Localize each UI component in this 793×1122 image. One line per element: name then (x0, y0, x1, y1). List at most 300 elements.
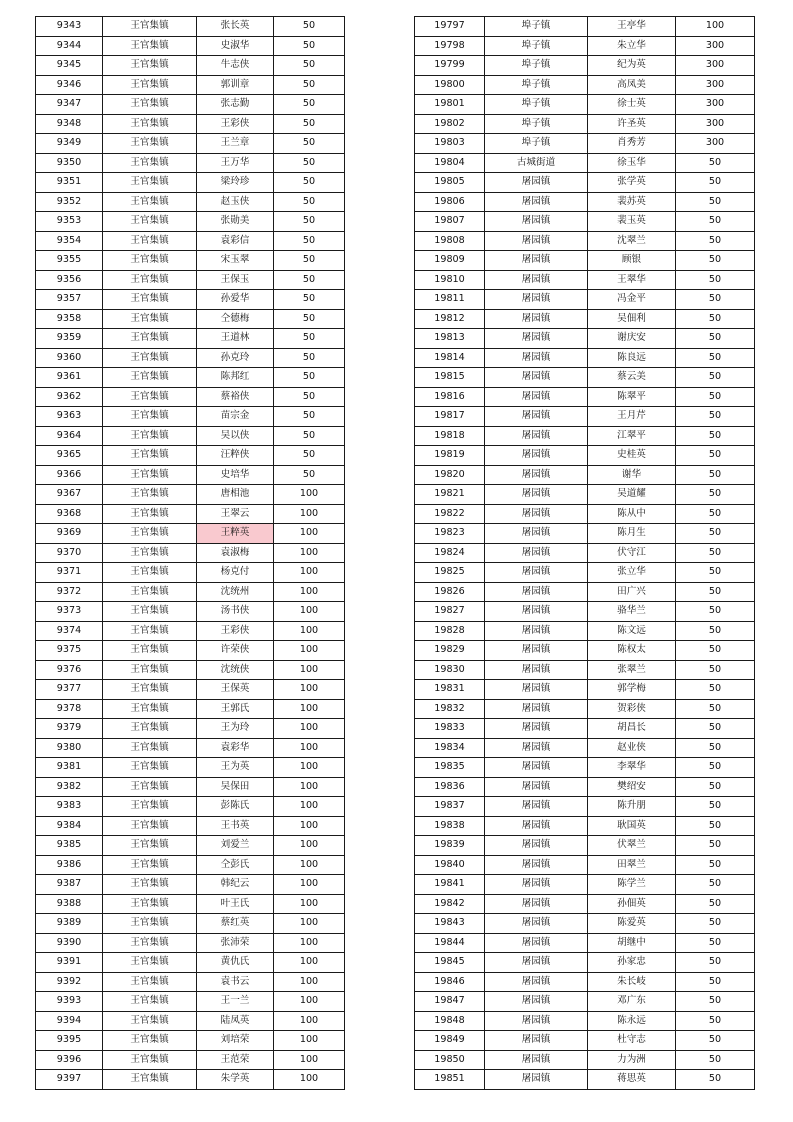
township-cell: 王官集镇 (103, 699, 197, 719)
serial-number-cell: 19835 (415, 758, 485, 778)
name-cell: 徐士英 (588, 95, 676, 115)
name-cell: 吴佃利 (588, 309, 676, 329)
table-row (415, 309, 755, 329)
table-row (36, 953, 345, 973)
township-cell: 王官集镇 (103, 875, 197, 895)
serial-number-cell: 19844 (415, 933, 485, 953)
serial-number-cell: 19830 (415, 660, 485, 680)
serial-number-cell: 19800 (415, 75, 485, 95)
township-cell: 屠园镇 (485, 992, 588, 1012)
township-cell: 王官集镇 (103, 855, 197, 875)
serial-number-cell: 9357 (36, 290, 103, 310)
name-cell: 伏守江 (588, 543, 676, 563)
amount-cell: 50 (676, 602, 755, 622)
amount-cell: 100 (274, 836, 345, 856)
amount-cell: 100 (274, 953, 345, 973)
serial-number-cell: 19836 (415, 777, 485, 797)
serial-number-cell: 9396 (36, 1050, 103, 1070)
table-row (36, 621, 345, 641)
serial-number-cell: 9365 (36, 446, 103, 466)
serial-number-cell: 9362 (36, 387, 103, 407)
name-cell: 吴以侠 (197, 426, 274, 446)
township-cell: 屠园镇 (485, 407, 588, 427)
amount-cell: 300 (676, 36, 755, 56)
table-row (36, 504, 345, 524)
township-cell: 王官集镇 (103, 134, 197, 154)
amount-cell: 50 (676, 875, 755, 895)
name-cell: 陈升朋 (588, 797, 676, 817)
name-cell: 顾银 (588, 251, 676, 271)
amount-cell: 50 (274, 153, 345, 173)
township-cell: 王官集镇 (103, 758, 197, 778)
name-cell: 江翠平 (588, 426, 676, 446)
serial-number-cell: 19807 (415, 212, 485, 232)
name-cell: 孙克玲 (197, 348, 274, 368)
name-cell: 陆凤英 (197, 1011, 274, 1031)
serial-number-cell: 9372 (36, 582, 103, 602)
name-cell: 仝彭氏 (197, 855, 274, 875)
name-cell: 仝德梅 (197, 309, 274, 329)
amount-cell: 50 (274, 465, 345, 485)
serial-number-cell: 19832 (415, 699, 485, 719)
township-cell: 王官集镇 (103, 797, 197, 817)
serial-number-cell: 9353 (36, 212, 103, 232)
table-row (36, 1031, 345, 1051)
township-cell: 王官集镇 (103, 368, 197, 388)
township-cell: 屠园镇 (485, 192, 588, 212)
township-cell: 屠园镇 (485, 933, 588, 953)
table-row (36, 95, 345, 115)
table-row (36, 251, 345, 271)
amount-cell: 50 (676, 699, 755, 719)
serial-number-cell: 9354 (36, 231, 103, 251)
amount-cell: 50 (274, 95, 345, 115)
name-cell: 王亭华 (588, 17, 676, 37)
township-cell: 屠园镇 (485, 290, 588, 310)
table-row (415, 894, 755, 914)
serial-number-cell: 9397 (36, 1070, 103, 1090)
table-row (36, 1011, 345, 1031)
table-row (36, 972, 345, 992)
amount-cell: 50 (676, 1031, 755, 1051)
amount-cell: 100 (274, 894, 345, 914)
township-cell: 王官集镇 (103, 309, 197, 329)
name-cell: 吴道耀 (588, 485, 676, 505)
table-left-body (36, 17, 345, 1090)
serial-number-cell: 9384 (36, 816, 103, 836)
name-cell: 王为玲 (197, 719, 274, 739)
amount-cell: 50 (274, 114, 345, 134)
township-cell: 屠园镇 (485, 173, 588, 193)
amount-cell: 50 (676, 348, 755, 368)
amount-cell: 50 (676, 407, 755, 427)
name-cell: 陈邦红 (197, 368, 274, 388)
amount-cell: 50 (676, 212, 755, 232)
township-cell: 王官集镇 (103, 17, 197, 37)
serial-number-cell: 19838 (415, 816, 485, 836)
serial-number-cell: 9347 (36, 95, 103, 115)
serial-number-cell: 9373 (36, 602, 103, 622)
township-cell: 屠园镇 (485, 251, 588, 271)
table-row (36, 524, 345, 544)
name-cell: 王一兰 (197, 992, 274, 1012)
serial-number-cell: 9379 (36, 719, 103, 739)
table-row (36, 1050, 345, 1070)
table-row (415, 777, 755, 797)
township-cell: 王官集镇 (103, 329, 197, 349)
amount-cell: 50 (274, 231, 345, 251)
amount-cell: 50 (676, 446, 755, 466)
serial-number-cell: 9385 (36, 836, 103, 856)
amount-cell: 50 (274, 426, 345, 446)
serial-number-cell: 9358 (36, 309, 103, 329)
amount-cell: 50 (676, 738, 755, 758)
serial-number-cell: 19831 (415, 680, 485, 700)
amount-cell: 300 (676, 56, 755, 76)
amount-cell: 50 (676, 1070, 755, 1090)
serial-number-cell: 9390 (36, 933, 103, 953)
amount-cell: 50 (274, 17, 345, 37)
name-cell: 王道林 (197, 329, 274, 349)
name-cell: 王为英 (197, 758, 274, 778)
amount-cell: 50 (676, 680, 755, 700)
table-row (415, 114, 755, 134)
township-cell: 王官集镇 (103, 114, 197, 134)
amount-cell: 50 (676, 972, 755, 992)
serial-number-cell: 9351 (36, 173, 103, 193)
serial-number-cell: 9364 (36, 426, 103, 446)
amount-cell: 50 (676, 426, 755, 446)
amount-cell: 50 (676, 192, 755, 212)
name-cell: 袁书云 (197, 972, 274, 992)
township-cell: 屠园镇 (485, 602, 588, 622)
name-cell: 赵玉侠 (197, 192, 274, 212)
name-cell: 蔡裕侠 (197, 387, 274, 407)
township-cell: 王官集镇 (103, 426, 197, 446)
township-cell: 屠园镇 (485, 680, 588, 700)
township-cell: 埠子镇 (485, 75, 588, 95)
township-cell: 埠子镇 (485, 114, 588, 134)
serial-number-cell: 9356 (36, 270, 103, 290)
name-cell: 肖秀芳 (588, 134, 676, 154)
table-row (36, 992, 345, 1012)
table-row (415, 95, 755, 115)
serial-number-cell: 19839 (415, 836, 485, 856)
table-row (415, 1031, 755, 1051)
name-cell: 王彩侠 (197, 114, 274, 134)
township-cell: 屠园镇 (485, 797, 588, 817)
name-cell: 耿国英 (588, 816, 676, 836)
table-row (36, 777, 345, 797)
table-row (36, 582, 345, 602)
amount-cell: 50 (676, 641, 755, 661)
name-cell: 唐相池 (197, 485, 274, 505)
name-cell: 邓广东 (588, 992, 676, 1012)
serial-number-cell: 9360 (36, 348, 103, 368)
township-cell: 屠园镇 (485, 426, 588, 446)
amount-cell: 50 (676, 504, 755, 524)
township-cell: 王官集镇 (103, 446, 197, 466)
name-cell: 袁淑梅 (197, 543, 274, 563)
name-cell: 彭陈氏 (197, 797, 274, 817)
amount-cell: 300 (676, 134, 755, 154)
table-row (415, 290, 755, 310)
serial-number-cell: 19837 (415, 797, 485, 817)
table-row (415, 56, 755, 76)
name-cell: 梁玲珍 (197, 173, 274, 193)
serial-number-cell: 19815 (415, 368, 485, 388)
serial-number-cell: 9368 (36, 504, 103, 524)
table-row (36, 446, 345, 466)
amount-cell: 100 (274, 582, 345, 602)
township-cell: 屠园镇 (485, 1031, 588, 1051)
township-cell: 王官集镇 (103, 173, 197, 193)
amount-cell: 100 (274, 992, 345, 1012)
table-row (36, 75, 345, 95)
table-row (36, 602, 345, 622)
name-cell: 刘爱兰 (197, 836, 274, 856)
township-cell: 屠园镇 (485, 738, 588, 758)
table-row (415, 914, 755, 934)
name-cell: 史桂英 (588, 446, 676, 466)
amount-cell: 100 (274, 758, 345, 778)
name-cell: 陈翠平 (588, 387, 676, 407)
township-cell: 王官集镇 (103, 953, 197, 973)
table-row (36, 797, 345, 817)
serial-number-cell: 9391 (36, 953, 103, 973)
name-cell: 纪为英 (588, 56, 676, 76)
name-cell: 叶王氏 (197, 894, 274, 914)
table-row (36, 270, 345, 290)
township-cell: 王官集镇 (103, 621, 197, 641)
table-row (415, 387, 755, 407)
township-cell: 王官集镇 (103, 348, 197, 368)
table-row (36, 387, 345, 407)
name-cell: 樊绍安 (588, 777, 676, 797)
township-cell: 王官集镇 (103, 270, 197, 290)
name-cell: 冯金平 (588, 290, 676, 310)
township-cell: 王官集镇 (103, 992, 197, 1012)
township-cell: 王官集镇 (103, 816, 197, 836)
table-row (415, 251, 755, 271)
table-row (415, 329, 755, 349)
name-cell: 孙佃英 (588, 894, 676, 914)
table-row (36, 309, 345, 329)
name-cell: 胡继中 (588, 933, 676, 953)
amount-cell: 100 (274, 621, 345, 641)
amount-cell: 100 (274, 641, 345, 661)
amount-cell: 50 (676, 621, 755, 641)
township-cell: 屠园镇 (485, 231, 588, 251)
table-row (36, 114, 345, 134)
serial-number-cell: 19801 (415, 95, 485, 115)
serial-number-cell: 19808 (415, 231, 485, 251)
amount-cell: 100 (274, 1070, 345, 1090)
table-row (36, 56, 345, 76)
name-cell: 张沛荣 (197, 933, 274, 953)
township-cell: 王官集镇 (103, 387, 197, 407)
amount-cell: 50 (274, 407, 345, 427)
table-row (36, 36, 345, 56)
township-cell: 屠园镇 (485, 1011, 588, 1031)
serial-number-cell: 19841 (415, 875, 485, 895)
serial-number-cell: 19805 (415, 173, 485, 193)
amount-cell: 50 (676, 173, 755, 193)
amount-cell: 100 (274, 797, 345, 817)
township-cell: 屠园镇 (485, 699, 588, 719)
amount-cell: 50 (676, 465, 755, 485)
amount-cell: 100 (274, 738, 345, 758)
amount-cell: 300 (676, 95, 755, 115)
amount-cell: 100 (274, 855, 345, 875)
table-row (36, 1070, 345, 1090)
township-cell: 王官集镇 (103, 719, 197, 739)
table-row (415, 504, 755, 524)
table-row (415, 563, 755, 583)
table-row (36, 641, 345, 661)
name-cell: 陈月生 (588, 524, 676, 544)
township-cell: 王官集镇 (103, 972, 197, 992)
amount-cell: 50 (274, 75, 345, 95)
amount-cell: 50 (676, 543, 755, 563)
serial-number-cell: 9367 (36, 485, 103, 505)
table-row (415, 446, 755, 466)
table-row (36, 563, 345, 583)
table-row (415, 680, 755, 700)
amount-cell: 50 (274, 56, 345, 76)
name-cell: 王书英 (197, 816, 274, 836)
township-cell: 王官集镇 (103, 36, 197, 56)
table-row (415, 641, 755, 661)
name-cell: 黄仇氏 (197, 953, 274, 973)
name-cell: 徐玉华 (588, 153, 676, 173)
serial-number-cell: 19814 (415, 348, 485, 368)
amount-cell: 100 (676, 17, 755, 37)
amount-cell: 50 (274, 270, 345, 290)
township-cell: 屠园镇 (485, 875, 588, 895)
name-cell: 袁彩华 (197, 738, 274, 758)
name-cell: 蒋思英 (588, 1070, 676, 1090)
table-row (36, 153, 345, 173)
table-row (415, 368, 755, 388)
serial-number-cell: 9369 (36, 524, 103, 544)
amount-cell: 50 (676, 992, 755, 1012)
township-cell: 屠园镇 (485, 777, 588, 797)
name-cell: 沈统州 (197, 582, 274, 602)
table-row (36, 212, 345, 232)
table-row (36, 134, 345, 154)
name-cell: 赵业侠 (588, 738, 676, 758)
amount-cell: 50 (676, 329, 755, 349)
amount-cell: 100 (274, 972, 345, 992)
table-row (415, 1050, 755, 1070)
serial-number-cell: 19821 (415, 485, 485, 505)
serial-number-cell: 19829 (415, 641, 485, 661)
table-row (36, 192, 345, 212)
serial-number-cell: 19818 (415, 426, 485, 446)
serial-number-cell: 9381 (36, 758, 103, 778)
name-cell: 孙爱华 (197, 290, 274, 310)
serial-number-cell: 9376 (36, 660, 103, 680)
amount-cell: 50 (676, 1050, 755, 1070)
name-cell: 朱长岐 (588, 972, 676, 992)
township-cell: 屠园镇 (485, 524, 588, 544)
serial-number-cell: 19822 (415, 504, 485, 524)
name-cell: 陈爱英 (588, 914, 676, 934)
amount-cell: 50 (676, 309, 755, 329)
amount-cell: 100 (274, 777, 345, 797)
serial-number-cell: 19834 (415, 738, 485, 758)
township-cell: 王官集镇 (103, 914, 197, 934)
amount-cell: 50 (274, 173, 345, 193)
amount-cell: 50 (676, 153, 755, 173)
name-cell: 许荣侠 (197, 641, 274, 661)
township-cell: 王官集镇 (103, 680, 197, 700)
amount-cell: 50 (676, 387, 755, 407)
name-cell: 王保英 (197, 680, 274, 700)
table-row (415, 75, 755, 95)
table-row (415, 465, 755, 485)
amount-cell: 50 (274, 290, 345, 310)
township-cell: 屠园镇 (485, 641, 588, 661)
amount-cell: 50 (274, 329, 345, 349)
table-row (415, 134, 755, 154)
table-row (415, 524, 755, 544)
table-row (415, 407, 755, 427)
township-cell: 王官集镇 (103, 485, 197, 505)
name-cell: 王兰章 (197, 134, 274, 154)
township-cell: 王官集镇 (103, 1011, 197, 1031)
amount-cell: 100 (274, 699, 345, 719)
township-cell: 王官集镇 (103, 290, 197, 310)
name-cell: 陈从中 (588, 504, 676, 524)
amount-cell: 100 (274, 660, 345, 680)
table-row (36, 173, 345, 193)
name-cell: 朱学英 (197, 1070, 274, 1090)
table-row (415, 738, 755, 758)
table-row (415, 153, 755, 173)
township-cell: 屠园镇 (485, 348, 588, 368)
amount-cell: 50 (274, 192, 345, 212)
amount-cell: 50 (274, 212, 345, 232)
township-cell: 屠园镇 (485, 465, 588, 485)
serial-number-cell: 9392 (36, 972, 103, 992)
serial-number-cell: 9363 (36, 407, 103, 427)
table-row (415, 485, 755, 505)
amount-cell: 50 (274, 348, 345, 368)
serial-number-cell: 19802 (415, 114, 485, 134)
amount-cell: 100 (274, 1031, 345, 1051)
name-cell: 陈学兰 (588, 875, 676, 895)
name-cell: 陈良远 (588, 348, 676, 368)
township-cell: 王官集镇 (103, 465, 197, 485)
serial-number-cell: 9361 (36, 368, 103, 388)
amount-cell: 50 (676, 855, 755, 875)
serial-number-cell: 19803 (415, 134, 485, 154)
serial-number-cell: 19798 (415, 36, 485, 56)
table-row (36, 485, 345, 505)
township-cell: 屠园镇 (485, 446, 588, 466)
table-row (415, 270, 755, 290)
table-row (36, 231, 345, 251)
serial-number-cell: 9350 (36, 153, 103, 173)
serial-number-cell: 19851 (415, 1070, 485, 1090)
amount-cell: 50 (676, 816, 755, 836)
name-cell: 陈永远 (588, 1011, 676, 1031)
township-cell: 屠园镇 (485, 621, 588, 641)
table-row (36, 543, 345, 563)
amount-cell: 50 (676, 777, 755, 797)
